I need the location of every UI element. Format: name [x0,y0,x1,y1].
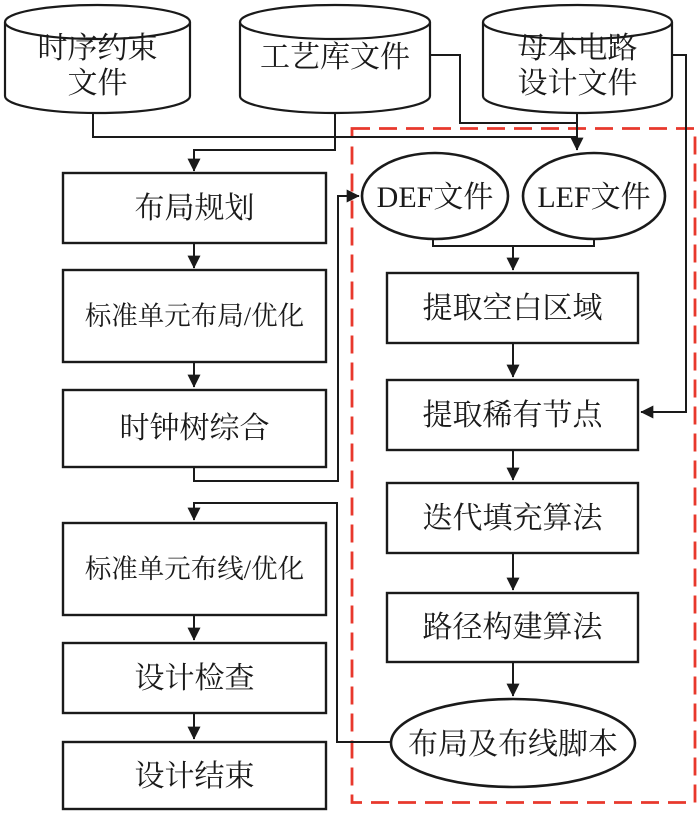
end-label: 设计结束 [134,760,255,793]
library-file-label: 工艺库文件 [260,41,410,74]
check-label: 设计检查 [134,662,255,695]
node-lef-file [523,153,665,239]
master-file-label-line1: 母本电路 [517,32,638,65]
node-def-file [362,153,508,239]
node-std-cell-placement [63,270,326,362]
node-floorplan [63,173,326,243]
node-path-build-algorithm [387,593,638,662]
floorplan-label: 布局规划 [134,192,255,225]
library-cylinder-top [240,5,430,39]
extract-blank-label: 提取空白区域 [422,292,603,325]
iter-fill-label: 迭代填充算法 [422,502,603,535]
extract-rare-label: 提取稀有节点 [422,399,603,432]
node-std-cell-routing [63,523,326,615]
master-file-label-line2: 设计文件 [517,67,638,100]
path-build-label: 路径构建算法 [422,611,603,644]
node-extract-blank-region [387,273,638,343]
arrow-master-to-extract-rare [641,55,686,412]
node-clock-tree-synthesis [63,390,326,467]
routing-label: 标准单元布线/优化 [84,554,305,584]
arrow-into-floorplan [194,113,335,171]
node-design-check [63,643,326,713]
node-iterative-fill-algorithm [387,483,638,553]
node-process-library-file [240,5,430,113]
timing-file-label-line2: 文件 [67,67,128,100]
placement-label: 标准单元布局/优化 [84,301,305,331]
lef-label: LEF文件 [537,181,651,214]
connector-def-lef-merge [433,238,594,246]
node-pnr-script [391,699,635,787]
def-label: DEF文件 [376,181,494,214]
node-timing-constraint-file [5,5,190,113]
node-design-end [63,742,326,809]
node-master-circuit-file [483,5,672,113]
node-extract-rare-nodes [387,380,638,450]
pnr-script-label: 布局及布线脚本 [408,728,618,761]
cts-label: 时钟树综合 [119,412,270,445]
timing-file-label-line1: 时序约束 [37,32,158,65]
